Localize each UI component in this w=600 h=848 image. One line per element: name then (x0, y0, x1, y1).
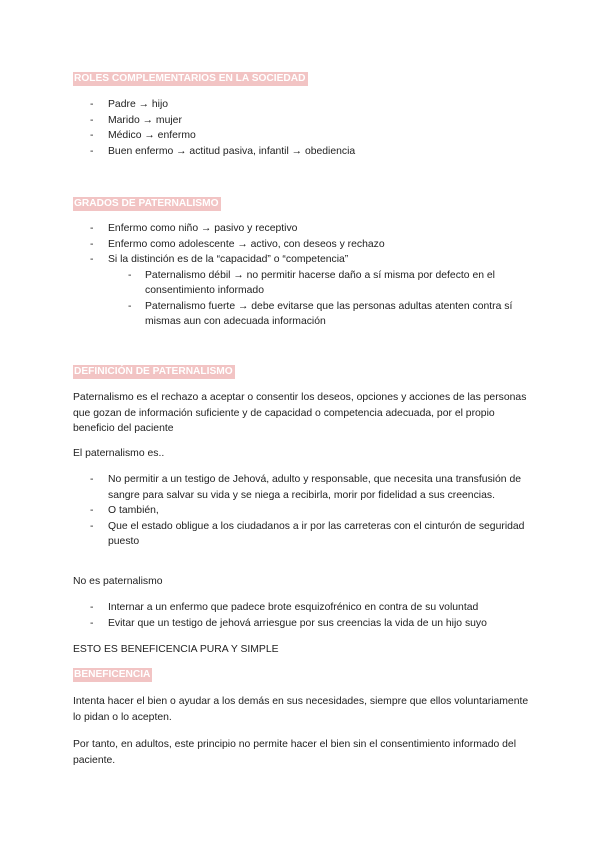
list-item: - Enfermo como adolescente → activo, con deseos y rechazo (90, 238, 385, 250)
beneficencia-statement: ESTO ES BENEFICENCIA PURA Y SIMPLE (73, 644, 279, 655)
list-item: - Evitar que un testigo de jehová arriesgue por sus creencias la vida de un hijo suyo (90, 617, 487, 629)
list-item: - Padre → hijo (90, 99, 169, 110)
list-item: - Que el estado obligue a los ciudadanos a ir por las carreteras con el cinturón de seguridad puesto (90, 520, 525, 547)
list-item: - Si la distinción es de la “capacidad” o “competencia” (90, 254, 349, 265)
paternalism-examples-list (0, 472, 600, 550)
heading-definicion-paternalismo: DEFINICIÓN DE PATERNALISMO (74, 366, 233, 377)
definition-paragraph: Paternalismo es el rechazo a aceptar o consentir los deseos, opciones y acciones de las personas que gozan de información suficiente y de capacidad o competencia adecuada, por el propio beneficio del paciente (73, 392, 527, 435)
sub-list-item: - Paternalismo fuerte → debe evitarse que las personas adultas atenten contra sí mismas aun con adecuada información (128, 300, 513, 327)
beneficencia-paragraph-1: Intenta hacer el bien o ayudar a los demás en sus necesidades, siempre que ellos voluntariamente lo pidan o lo acepten. (73, 696, 529, 723)
heading-beneficencia: BENEFICENCIA (74, 669, 151, 680)
not-paternalism-list (0, 600, 600, 631)
list-item: - Marido → mujer (90, 114, 182, 126)
not-paternalism-label: No es paternalismo (73, 576, 163, 587)
roles-list (0, 97, 600, 159)
grados-list (0, 221, 600, 330)
sub-list-item: - Paternalismo débil → no permitir hacerse daño a sí misma por defecto en el consentimiento informado (128, 269, 495, 296)
list-item: - No permitir a un testigo de Jehová, adulto y responsable, que necesita una transfusión de sangre para salvar su vida y se niega a recibirla, morir por fidelidad a sus creencias. (90, 474, 521, 501)
beneficencia-paragraph-2: Por tanto, en adultos, este principio no permite hacer el bien sin el consentimiento informado del paciente. (73, 739, 517, 766)
list-item: - Enfermo como niño → pasivo y receptivo (90, 223, 298, 234)
heading-grados-paternalismo: GRADOS DE PATERNALISMO (74, 198, 219, 209)
list-item: - Buen enfermo → actitud pasiva, infantil → obediencia (90, 145, 356, 157)
list-item: - Internar a un enfermo que padece brote esquizofrénico en contra de su voluntad (90, 602, 479, 613)
paternalism-is-label: El paternalismo es.. (73, 448, 165, 459)
heading-roles-complementarios: ROLES COMPLEMENTARIOS EN LA SOCIEDAD (74, 73, 306, 84)
list-item: - Médico → enfermo (90, 130, 196, 141)
list-item: - O también, (90, 505, 159, 516)
